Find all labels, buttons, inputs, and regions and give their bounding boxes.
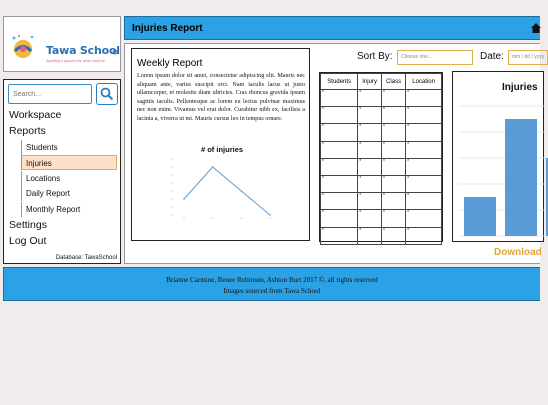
school-logo — [3, 16, 121, 72]
footer-image-source: Images sourced from Tawa School — [223, 287, 321, 295]
date-input[interactable]: mm / dd / yyyy — [508, 50, 548, 65]
page-header — [124, 16, 540, 40]
table-cell: * — [358, 193, 382, 210]
table-cell: * — [406, 227, 442, 244]
nav-monthly-report[interactable]: Monthly Report — [21, 202, 117, 217]
table-cell: * — [321, 141, 358, 158]
line-point — [241, 190, 243, 192]
column-header-students[interactable]: Students — [321, 74, 358, 90]
table-row[interactable] — [321, 210, 442, 227]
line-point — [212, 166, 214, 168]
table-cell: * — [321, 107, 358, 124]
bar-b — [505, 119, 537, 236]
weekly-report-title: Weekly Report — [137, 58, 203, 69]
table-cell: * — [321, 124, 358, 141]
table-row[interactable] — [321, 193, 442, 210]
table-cell: * — [321, 158, 358, 175]
table-row[interactable] — [321, 90, 442, 107]
nav-logout[interactable]: Log Out — [9, 235, 47, 247]
injuries-table — [319, 72, 443, 242]
table-cell: * — [406, 124, 442, 141]
injuries-bar-chart-card — [452, 71, 544, 242]
search-icon — [100, 87, 114, 101]
table-cell: * — [381, 141, 405, 158]
table-cell: * — [406, 175, 442, 192]
table-cell: * — [406, 107, 442, 124]
nav-locations[interactable]: Locations — [21, 171, 117, 186]
table-cell: * — [406, 210, 442, 227]
table-cell: * — [381, 227, 405, 244]
line-chart-title: # of injuries — [200, 145, 244, 154]
table-cell: * — [381, 90, 405, 107]
home-icon[interactable] — [530, 22, 542, 34]
table-cell: * — [321, 193, 358, 210]
table-cell: * — [406, 193, 442, 210]
nav-daily-report[interactable]: Daily Report — [21, 186, 117, 201]
table-cell: * — [321, 175, 358, 192]
brand-tagline: Sparking a passion for what could be — [46, 59, 105, 63]
table-cell: * — [358, 107, 382, 124]
line-point — [269, 214, 271, 216]
nav-students[interactable]: Students — [21, 140, 117, 155]
search-input[interactable] — [8, 84, 92, 104]
table-cell: * — [406, 158, 442, 175]
table-row[interactable] — [321, 227, 442, 244]
page-footer — [3, 267, 540, 301]
table-cell: * — [381, 107, 405, 124]
weekly-report-card — [131, 48, 310, 241]
table-cell: * — [321, 90, 358, 107]
table-cell: * — [358, 124, 382, 141]
weekly-report-text: Lorem ipsum dolor sit amet, consectetur adipiscing elit. Mauris nec aliquam ante, varius suscipit orci. Nam iaculis lacus ut justo ullamcorper, et molestie diam ultricies. Cras rhoncus gravida ipsum sagittis iaculis. Pellentesque ac lorem eu lectus pulvinar maximus nec non enim. Vivamus vel erat dolor. Curabitur nibh ex, facilisis a lacinia a, viverra ut mi. Mauris cursus leo in tempus ornare. — [137, 73, 305, 122]
table-cell: * — [381, 158, 405, 175]
database-label: Database: TawaSchool — [55, 255, 117, 261]
injuries-line-chart — [152, 143, 292, 223]
table-row[interactable] — [321, 107, 442, 124]
column-header-location[interactable]: Location — [406, 74, 442, 90]
logo-emblem-icon — [10, 34, 36, 60]
table-cell: * — [358, 227, 382, 244]
table-cell: * — [358, 175, 382, 192]
bar-a — [464, 197, 496, 236]
page-title: Injuries Report — [132, 23, 203, 34]
table-cell: * — [406, 141, 442, 158]
bar-chart-title: Injuries — [502, 82, 538, 93]
table-row[interactable] — [321, 158, 442, 175]
table-cell: * — [358, 90, 382, 107]
nav-injuries[interactable]: Injuries — [21, 155, 117, 170]
table-cell: * — [381, 210, 405, 227]
sort-select[interactable]: Choose one... — [397, 50, 473, 65]
injuries-line — [184, 167, 270, 215]
logo-dot-icon — [112, 49, 118, 55]
table-cell: * — [358, 158, 382, 175]
table-row[interactable] — [321, 141, 442, 158]
table-cell: * — [321, 227, 358, 244]
table-cell: * — [358, 210, 382, 227]
brand-name: Tawa School — [46, 44, 120, 57]
footer-credits: Brianne Carmine, Renee Robinson, Ashton Burt 2017 ©, all rights reserved — [166, 276, 378, 284]
table-cell: * — [381, 193, 405, 210]
table-row[interactable] — [321, 175, 442, 192]
search-button[interactable] — [96, 83, 118, 105]
column-header-injury[interactable]: Injury — [358, 74, 382, 90]
injuries-bar-chart — [453, 72, 545, 243]
nav-workspace[interactable]: Workspace — [9, 109, 62, 121]
table-cell: * — [321, 210, 358, 227]
download-button[interactable]: Download — [494, 247, 542, 258]
nav-settings[interactable]: Settings — [9, 219, 47, 231]
table-cell: * — [381, 124, 405, 141]
sort-label: Sort By: — [357, 51, 393, 62]
nav-reports[interactable]: Reports — [9, 125, 46, 137]
table-cell: * — [358, 141, 382, 158]
table-row[interactable] — [321, 124, 442, 141]
line-point — [183, 198, 185, 200]
table-cell: * — [381, 175, 405, 192]
column-header-class[interactable]: Class — [381, 74, 405, 90]
table-cell: * — [406, 90, 442, 107]
sidebar — [3, 79, 121, 264]
date-label: Date: — [480, 51, 504, 62]
